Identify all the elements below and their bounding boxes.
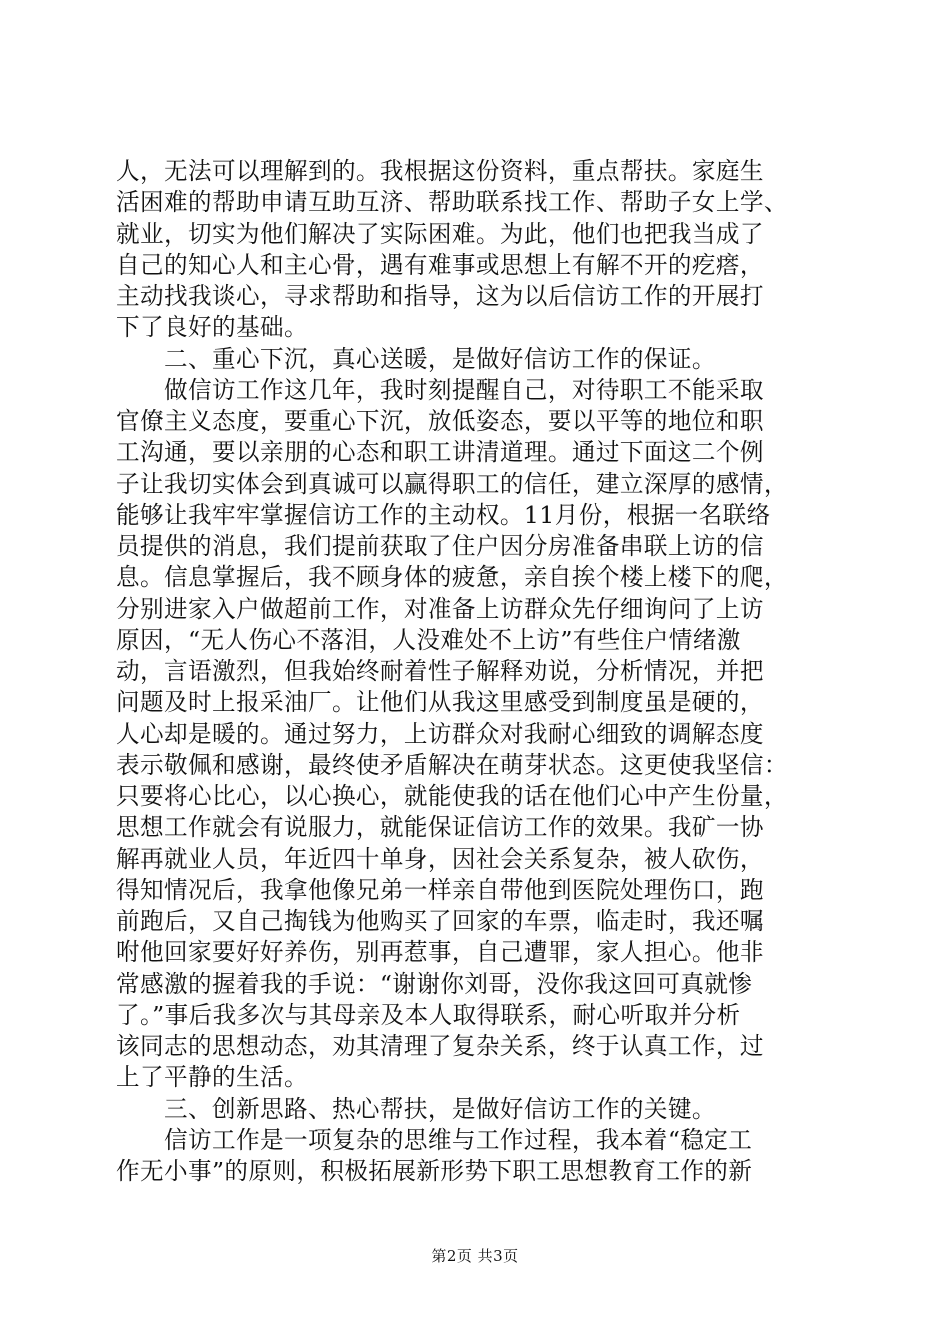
text-line: 动，言语激烈，但我始终耐着性子解释劝说，分析情况，并把 — [116, 657, 764, 685]
text-line: 思想工作就会有说服力，就能保证信访工作的效果。我矿一协 — [116, 813, 764, 842]
text-line: 只要将心比心，以心换心，就能使我的话在他们心中产生份量， — [116, 782, 788, 810]
text-line: 人心却是暖的。通过努力，上访群众对我耐心细致的调解态度 — [116, 719, 764, 748]
text-line: 主动找我谈心，寻求帮助和指导，这为以后信访工作的开展打 — [116, 282, 764, 310]
text-line: 工沟通，要以亲朋的心态和职工讲清道理。通过下面这二个例 — [116, 438, 764, 467]
text-line: 问题及时上报采油厂。让他们从我这里感受到制度虽是硬的， — [116, 688, 764, 717]
text-line: 得知情况后，我拿他像兄弟一样亲自带他到医院处理伤口，跑 — [116, 875, 764, 904]
text-line: 子让我切实体会到真诚可以赢得职工的信任，建立深厚的感情， — [116, 469, 788, 498]
text-line: 就业，切实为他们解决了实际困难。为此，他们也把我当成了 — [116, 219, 764, 248]
text-line: 二、重心下沉，真心送暖，是做好信访工作的保证。 — [116, 344, 716, 373]
text-line: 上了平静的生活。 — [116, 1063, 308, 1092]
text-line: 咐他回家要好好养伤，别再惹事，自己遭罪，家人担心。他非 — [116, 938, 764, 967]
text-line: 原因，“无人伤心不落泪，人没难处不上访”有些住户情绪激 — [116, 625, 741, 654]
text-line: 三、创新思路、热心帮扶，是做好信访工作的关键。 — [116, 1094, 716, 1123]
text-line: 表示敬佩和感谢，最终使矛盾解决在萌芽状态。这更使我坚信： — [116, 750, 788, 779]
text-line: 前跑后，又自己掏钱为他购买了回家的车票，临走时，我还嘱 — [116, 907, 764, 935]
text-line: 解再就业人员，年近四十单身，因社会关系复杂，被人砍伤， — [116, 844, 764, 873]
page-footer: 第2页 共3页 — [431, 1247, 519, 1265]
text-line: 下了良好的基础。 — [116, 313, 308, 342]
text-line: 员提供的消息，我们提前获取了住户因分房准备串联上访的信 — [116, 532, 764, 560]
text-line: 了。”事后我多次与其母亲及本人取得联系，耐心听取并分析 — [116, 1000, 741, 1029]
body-text — [116, 156, 836, 1187]
text-line: 作无小事”的原则，积极拓展新形势下职工思想教育工作的新 — [116, 1157, 753, 1185]
text-line: 自己的知心人和主心骨，遇有难事或思想上有解不开的疙瘩， — [116, 250, 764, 279]
text-line: 常感激的握着我的手说：“谢谢你刘哥，没你我这回可真就惨 — [116, 969, 753, 998]
text-line: 信访工作是一项复杂的思维与工作过程，我本着“稳定工 — [116, 1125, 753, 1154]
text-line: 能够让我牢牢掌握信访工作的主动权。11月份，根据一名联络 — [116, 500, 771, 529]
text-line: 活困难的帮助申请互助互济、帮助联系找工作、帮助子女上学、 — [116, 188, 788, 217]
text-line: 人，无法可以理解到的。我根据这份资料，重点帮扶。家庭生 — [116, 157, 764, 185]
text-line: 该同志的思想动态，劝其清理了复杂关系，终于认真工作，过 — [116, 1032, 764, 1060]
text-line: 息。信息掌握后，我不顾身体的疲惫，亲自挨个楼上楼下的爬， — [116, 563, 788, 592]
text-line: 做信访工作这几年，我时刻提醒自己，对待职工不能采取 — [116, 375, 764, 404]
text-line: 官僚主义态度，要重心下沉，放低姿态，要以平等的地位和职 — [116, 407, 764, 435]
text-line: 分别进家入户做超前工作，对准备上访群众先仔细询问了上访 — [116, 594, 764, 623]
